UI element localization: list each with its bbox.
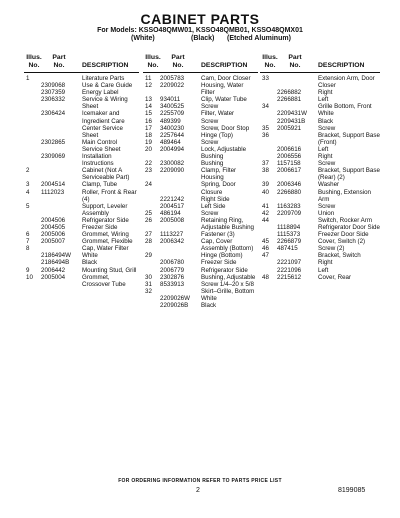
part-number: 1157158 [277,160,301,168]
illus-number: 38 [262,167,269,175]
part-description: Screw [201,103,219,111]
parts-row [143,75,258,82]
illus-number: 11 [145,75,152,82]
part-number: 2266880 [277,188,302,196]
part-description: Skirt–Grille, Bottom [201,287,255,295]
part-number: 2209022 [160,82,185,90]
parts-row [260,224,380,231]
parts-row [24,189,139,203]
part-number: 2209090 [160,167,185,175]
part-number: 2255709 [160,110,185,118]
part-description: Bushing [201,160,224,168]
parts-row [260,75,380,89]
part-number: 2004514 [41,181,66,189]
parts-row [260,238,380,245]
part-description: Retaining Ring, Adjustable Bushing [201,216,254,231]
parts-row [260,252,380,259]
parts-row [24,267,139,274]
part-description: Screw [201,138,219,146]
part-description: Housing, Water Filter [201,82,244,97]
parts-row [260,96,380,103]
illus-number: 23 [145,167,152,175]
illus-number: 34 [262,103,269,111]
part-description: Cover, Rear [318,273,352,281]
header-part-no: Part No. [52,54,66,69]
parts-row [143,252,258,259]
parts-row [24,139,139,153]
column-header [260,52,380,73]
column-header [143,52,258,73]
illus-number: 47 [262,252,269,260]
part-description: Screw, Door Stop [201,124,250,132]
part-number: 2209431W [277,110,307,118]
parts-row [24,181,139,188]
part-number: 934011 [160,96,181,104]
illus-number: 8 [26,245,30,253]
part-number: 2006617 [277,167,302,175]
parts-row [143,125,258,132]
header-description: DESCRIPTION [318,61,365,69]
part-number: 2309068 [41,82,66,90]
parts-row [260,153,380,160]
part-description: Cap, Water Filter [82,245,129,253]
part-description: White [318,110,334,118]
illus-number: 25 [145,209,152,217]
parts-row [260,189,380,203]
part-description: Roller, Front & Rear (4) [82,188,137,203]
part-number: 2005008 [160,216,185,224]
part-number: 2006346 [277,181,302,189]
page-number: 2 [196,487,200,494]
parts-row [24,217,139,224]
illus-number: 30 [145,273,152,281]
part-description: Bracket, Support Base (Front) [318,131,380,146]
part-description: Clamp, Tube [82,181,118,189]
part-description: Union [318,209,335,217]
part-description: Cover, Switch (2) [318,238,366,246]
parts-row [143,82,258,96]
part-number: 2005783 [160,75,185,82]
header-illus-no: Illus. No. [145,54,161,69]
parts-row [143,274,258,281]
parts-list [260,73,380,281]
parts-row [143,295,258,302]
part-number: 2266882 [277,89,302,97]
illus-number: 12 [145,82,152,90]
part-number: 2309069 [41,153,66,161]
parts-row [143,132,258,139]
part-description: Black [318,117,334,125]
parts-row [143,288,258,295]
part-description: Hinge (Top) [201,131,233,139]
illus-number: 27 [145,231,152,239]
header-illus-no: Illus. No. [26,54,42,69]
part-number: 2005007 [41,238,66,246]
part-number: 2006556 [277,153,302,161]
part-number: 2006616 [277,145,302,153]
illus-number: 15 [145,110,152,118]
illus-number: 9 [26,266,30,274]
illus-number: 2 [26,167,30,175]
illus-number: 16 [145,117,152,125]
part-number: 2004505 [41,223,66,231]
parts-column-3 [260,52,380,281]
parts-row [143,160,258,167]
part-description: Extension Arm, Door Closer [318,75,375,90]
parts-row [24,110,139,138]
part-description: Refrigerator Side [82,216,129,224]
part-description: Left Side [201,202,226,210]
parts-row [260,259,380,266]
part-number: 2004506 [41,216,66,224]
parts-row [143,238,258,252]
parts-row [260,181,380,188]
parts-row [24,252,139,259]
part-description: Hinge (Bottom) [201,252,243,260]
header-description: DESCRIPTION [201,61,248,69]
variant-white: (White) [131,35,155,42]
parts-row [24,274,139,288]
part-number: 1115373 [277,231,301,239]
part-number: 2209709 [277,209,302,217]
part-number: 2004517 [160,202,185,210]
part-description: White [82,252,98,260]
parts-column-1 [24,52,139,288]
parts-row [24,82,139,89]
part-description: Cap, Cover Assembly (Bottom) [201,238,254,253]
parts-row [260,274,380,281]
part-description: Cam, Door Closer [201,75,251,82]
part-number: 3400230 [160,124,185,132]
part-number: 1112023 [41,188,65,196]
part-description: Literature Parts [82,75,125,82]
part-number: 2186494W [41,252,71,260]
parts-row [260,267,380,274]
part-number: 3400525 [160,103,185,111]
part-description: Screw [201,209,219,217]
part-number: 2306424 [41,110,66,118]
parts-row [143,281,258,288]
illus-number: 29 [145,252,152,260]
part-number: 2209026W [160,294,190,302]
parts-row [143,231,258,238]
model-list: For Models: KSSO48QMW01, KSSO48QMB01, KSSO48QMX01 [97,27,303,34]
parts-row [143,118,258,125]
parts-row [260,103,380,110]
parts-row [143,103,258,110]
parts-row [260,210,380,217]
illus-number: 10 [26,273,33,281]
part-description: Filter, Water [201,110,235,118]
parts-row [260,167,380,181]
parts-row [260,110,380,117]
part-description: Clamp, Filter Housing [201,167,237,182]
part-description: Left [318,96,329,104]
part-description: Right [318,89,333,97]
part-description: Screw [318,160,336,168]
part-description: Fastener (3) [201,231,235,239]
parts-row [24,203,139,217]
part-number: 2005006 [41,231,66,239]
part-description: Screw [318,202,336,210]
part-description: Service & Wiring Sheet [82,96,128,111]
header-description: DESCRIPTION [82,61,129,69]
part-number: 2004994 [160,145,185,153]
illus-number: 17 [145,124,152,132]
parts-row [24,75,139,82]
parts-row [24,167,139,181]
part-description: Screw [318,124,336,132]
parts-row [260,125,380,132]
illus-number: 28 [145,238,152,246]
illus-number: 18 [145,131,152,139]
parts-row [143,96,258,103]
part-number: 2221096 [277,266,302,274]
parts-row [260,217,380,224]
part-description: Use & Care Guide [82,82,133,90]
part-number: 2302876 [160,273,185,281]
part-description: Grommet, Wiring [82,231,129,239]
part-number: 2006442 [41,266,66,274]
part-number: 2300082 [160,160,185,168]
parts-row [143,259,258,266]
parts-row [24,153,139,167]
part-number: 1163283 [277,202,301,210]
part-number: 1118894 [277,223,301,231]
parts-row [260,132,380,146]
part-number: 2186494B [41,259,70,267]
part-description: Refrigerator Side [201,266,248,274]
parts-list [143,73,258,309]
illus-number: 4 [26,188,30,196]
illus-number: 26 [145,216,152,224]
part-description: Icemaker and Ingredient Care Center Service Sheet [82,110,125,139]
part-description: Left [318,266,329,274]
illus-number: 20 [145,145,152,153]
part-number: 2221242 [160,195,185,203]
part-number: 489464 [160,138,181,146]
part-description: Washer [318,181,340,189]
header-illus-no: Illus. No. [262,54,278,69]
illus-number: 39 [262,181,269,189]
variant-etched: (Etched Aluminum) [227,35,291,42]
part-description: Bushing, Adjustable [201,273,256,281]
page-title: CABINET PARTS [140,11,260,27]
part-number: 2005921 [277,124,302,132]
parts-row [143,181,258,195]
part-number: 2266879 [277,238,302,246]
parts-row [24,89,139,96]
illus-number: 19 [145,138,152,146]
parts-row [143,167,258,181]
part-number: 2005004 [41,273,66,281]
illus-number: 31 [145,280,152,288]
parts-row [24,259,139,266]
parts-row [143,203,258,210]
part-number: 8533913 [160,280,185,288]
part-description: White [201,294,217,302]
part-description: Grommet, Flexible [82,238,133,246]
parts-row [143,217,258,231]
part-description: Support, Leveler Assembly [82,202,128,217]
parts-row [24,238,139,245]
part-number: 2302865 [41,138,66,146]
illus-number: 32 [145,287,152,295]
part-description: Mounting Stud, Grill [82,266,137,274]
part-number: 2209026B [160,302,189,309]
illus-number: 13 [145,96,152,104]
part-description: Grille Bottom, Front [318,103,372,111]
part-description: Right Side [201,195,230,203]
parts-row [260,231,380,238]
illus-number: 36 [262,131,269,139]
illus-number: 3 [26,181,30,189]
parts-row [143,139,258,146]
part-description: Freezer Side [201,259,237,267]
illus-number: 33 [262,75,269,82]
part-description: Bracket, Switch [318,252,361,260]
part-description: Left [318,145,329,153]
illus-number: 14 [145,103,152,111]
illus-number: 22 [145,160,152,168]
part-description: Screw 1/4–20 x 5/8 [201,280,254,288]
parts-row [24,96,139,110]
parts-row [260,245,380,252]
illus-number: 46 [262,245,269,253]
part-number: 2266881 [277,96,302,104]
part-description: Grommet, Crossover Tube [82,273,126,288]
illus-number: 35 [262,124,269,132]
parts-row [260,160,380,167]
column-header [24,52,139,73]
part-description: Screw (2) [318,245,345,253]
part-description: Bracket, Support Base (Rear) (2) [318,167,380,182]
part-description: Black [201,302,217,309]
part-description: Main Control Service Sheet [82,138,121,153]
part-number: 2306332 [41,96,66,104]
part-description: Installation Instructions [82,153,114,168]
parts-column-2 [143,52,258,309]
part-description: Right [318,153,333,161]
illus-number: 5 [26,202,30,210]
parts-row [24,231,139,238]
illus-number: 6 [26,231,30,239]
part-description: Spring, Door Closure [201,181,236,196]
part-number: 489399 [160,117,181,125]
part-description: Screw [201,117,219,125]
part-number: 2209431B [277,117,306,125]
illus-number: 37 [262,160,269,168]
parts-row [143,110,258,117]
illus-number: 48 [262,273,269,281]
document-number: 8199085 [338,487,366,494]
ordering-note: FOR ORDERING INFORMATION REFER TO PARTS PRICE LIST [118,478,282,484]
illus-number: 42 [262,209,269,217]
part-number: 2257644 [160,131,185,139]
header-part-no: Part No. [288,54,302,69]
illus-number: 44 [262,216,269,224]
header-part-no: Part No. [171,54,185,69]
parts-row [24,245,139,252]
parts-row [143,196,258,203]
parts-row [24,224,139,231]
part-description: Clip, Water Tube [201,96,247,104]
parts-row [143,267,258,274]
parts-row [260,146,380,153]
part-number: 2006780 [160,259,185,267]
part-number: 487415 [277,245,298,253]
illus-number: 40 [262,188,269,196]
part-description: Freezer Side [82,223,118,231]
parts-row [260,203,380,210]
part-description: Switch, Rocker Arm [318,216,372,224]
parts-row [260,89,380,96]
part-description: Bushing, Extension Arm [318,188,371,203]
illus-number: 1 [26,75,30,82]
part-number: 2307359 [41,89,66,97]
part-number: 1113227 [160,231,184,239]
illus-number: 7 [26,238,30,246]
parts-list [24,73,139,288]
part-description: Energy Label [82,89,119,97]
parts-row [260,118,380,125]
illus-number: 41 [262,202,269,210]
part-description: Cabinet (Not A Serviceable Part) [82,167,130,182]
part-description: Freezer Door Side [318,231,369,239]
part-number: 2215612 [277,273,302,281]
parts-row [143,210,258,217]
part-description: Lock, Adjustable Bushing [201,145,247,161]
part-description: Right [318,259,333,267]
variant-black: (Black) [191,35,215,42]
part-number: 486194 [160,209,181,217]
part-description: Refrigerator Door Side [318,223,380,231]
part-number: 2006342 [160,238,185,246]
parts-row [143,146,258,160]
illus-number: 45 [262,238,269,246]
illus-number: 24 [145,181,152,189]
part-number: 2221097 [277,259,302,267]
part-description: Black [82,259,98,267]
part-number: 2006779 [160,266,185,274]
parts-row [143,302,258,309]
